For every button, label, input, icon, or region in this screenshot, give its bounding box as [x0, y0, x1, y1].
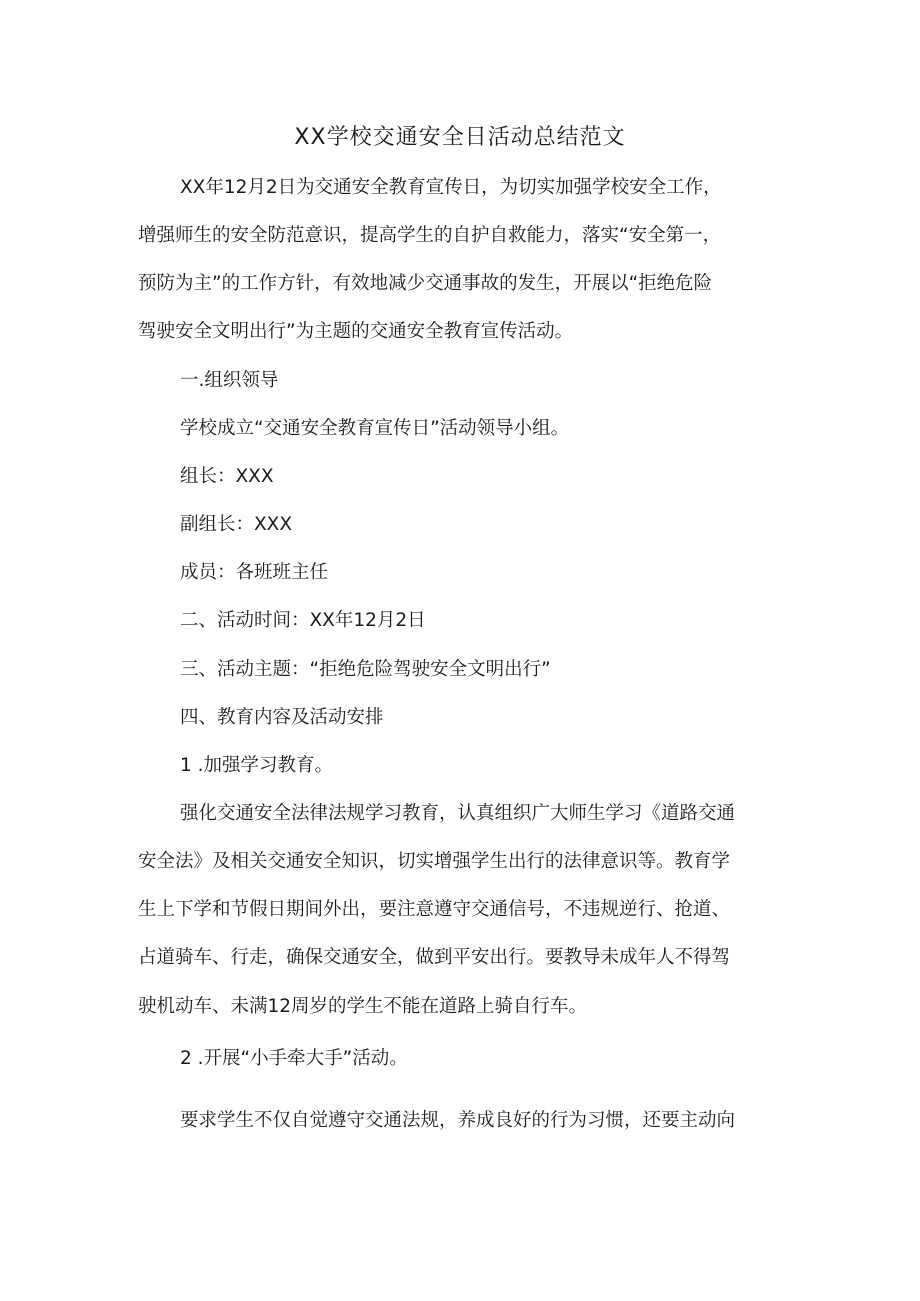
list-item-heading: 2 .开展“小手牵大手”活动。: [180, 1048, 408, 1069]
paragraph-line: 生上下学和节假日期间外出，要注意遵守交通信号，不违规逆行、抢道、: [138, 899, 731, 920]
leader-line: 组长：XXX: [180, 466, 274, 487]
paragraph-line: XX年12月2日为交通安全教育宣传日，为切实加强学校安全工作，: [180, 177, 722, 198]
document-title: XX学校交通安全日活动总结范文: [294, 125, 626, 150]
paragraph-line: 占道骑车、行走，确保交通安全，做到平安出行。要教导未成年人不得驾: [138, 947, 731, 968]
deputy-line: 副组长：XXX: [180, 514, 293, 535]
members-line: 成员：各班班主任: [180, 562, 329, 583]
section-heading: 四、教育内容及活动安排: [180, 707, 384, 728]
paragraph-line: 学校成立“交通安全教育宣传日”活动领导小组。: [180, 418, 570, 439]
paragraph-line: 安全法》及相关交通安全知识，切实增强学生出行的法律意识等。教育学: [138, 851, 731, 872]
section-heading: 一.组织领导: [180, 370, 279, 391]
paragraph-line: 强化交通安全法律法规学习教育，认真组织广大师生学习《道路交通: [180, 803, 736, 824]
paragraph-line: 驶机动车、未满12周岁的学生不能在道路上骑自行车。: [138, 996, 588, 1017]
list-item-heading: 1 .加强学习教育。: [180, 755, 334, 776]
paragraph-line: 驾驶安全文明出行”为主题的交通安全教育宣传活动。: [138, 321, 574, 342]
section-heading: 二、活动时间：XX年12月2日: [180, 610, 426, 631]
section-heading: 三、活动主题：“拒绝危险驾驶安全文明出行”: [180, 659, 551, 680]
paragraph-line: 预防为主”的工作方针，有效地减少交通事故的发生，开展以“拒绝危险: [138, 273, 713, 294]
paragraph-line: 要求学生不仅自觉遵守交通法规，养成良好的行为习惯，还要主动向: [180, 1110, 736, 1131]
paragraph-line: 增强师生的安全防范意识，提高学生的自护自救能力，落实“安全第一，: [138, 225, 722, 246]
